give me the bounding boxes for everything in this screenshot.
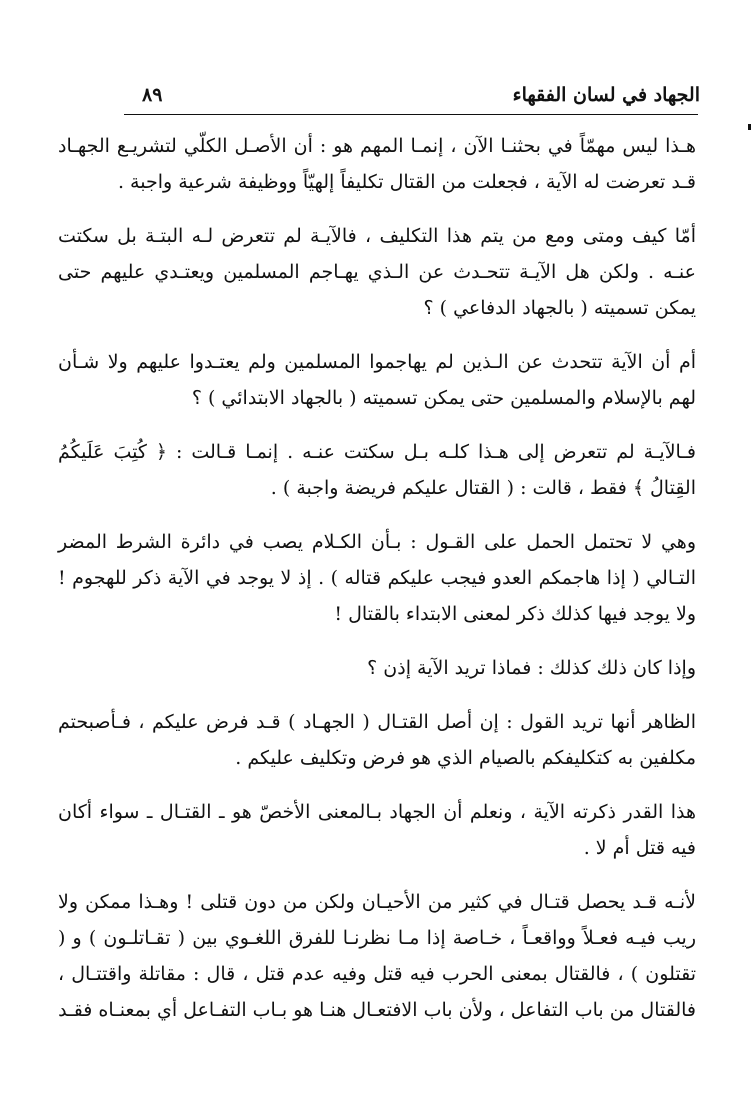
header-title: الجهاد في لسان الفقهاء <box>512 84 700 106</box>
header-divider <box>124 114 698 115</box>
margin-mark <box>748 124 751 130</box>
paragraph-4: فـالآيـة لم تتعرض إلى هـذا كلـه بـل سكتت عنـه . إنمـا قـالت : ﴿ كُتِبَ عَلَيكُمُ القِتالُ ﴾ فقط ، قالت : ( القتال عليكم فريضة واجبة ) . <box>58 441 696 499</box>
paragraph-5: وهي لا تحتمل الحمل على القـول : بـأن الكـلام يصب في دائرة الشرط المضر التـالي ( إذا هاجمكم العدو فيجب عليكم قتاله ) . إذ لا يوجد في الآية ذكر للهجوم ! ولا يوجد فيها كذلك ذكر لمعنى الابتداء بالقتال ! <box>58 531 696 625</box>
paragraph-9: لأنـه قـد يحصل قتـال في كثير من الأحيـان ولكن من دون قتلى ! وهـذا ممكن ولا ريب فيـه فعـلاً وواقعـاً ، خـاصة إذا مـا نظرنـا للفرق اللغـوي بين ( تقـاتلـون ) و ( تقتلون ) ، فالقتال بمعنى الحرب فيه قتل وفيه عدم قتل ، قال : مقاتلة واقتتـال ، فالقتال من باب التفاعل ، ولأن باب الافتعـال هنـا هو بـاب التفـاعل أي بمعنـاه فقـد <box>58 891 696 1021</box>
body-text <box>58 128 696 1046</box>
paragraph-2: أمّا كيف ومتى ومع من يتم هذا التكليف ، فالآيـة لم تتعرض لـه البتـة بل سكتت عنـه . ولكن هل الآيـة تتحـدث عن الـذي يهـاجم المسلمين ويعتـدي عليهم حتى يمكن تسميته ( بالجهاد الدفاعي ) ؟ <box>58 225 696 319</box>
paragraph-7: الظاهر أنها تريد القول : إن أصل القتـال ( الجهـاد ) قـد فرض عليكم ، فـأصبحتم مكلفين به كتكليفكم بالصيام الذي هو فرض وتكليف عليكم . <box>58 711 696 769</box>
page-number: ٨٩ <box>142 84 163 106</box>
paragraph-6: وإذا كان ذلك كذلك : فماذا تريد الآية إذن ؟ <box>367 657 696 679</box>
paragraph-8: هذا القدر ذكرته الآية ، ونعلم أن الجهاد بـالمعنى الأخصّ هو ـ القتـال ـ سواء أكان فيه قتل أم لا . <box>58 801 696 859</box>
paragraph-1: هـذا ليس مهمّاً في بحثنـا الآن ، إنمـا المهم هو : أن الأصـل الكلّي لتشريـع الجهـاد قـد تعرضت له الآية ، فجعلت من القتال تكليفاً إلهيّاً ووظيفة شرعية واجبة . <box>58 135 696 193</box>
paragraph-3: أم أن الآية تتحدث عن الـذين لم يهاجموا المسلمين ولم يعتـدوا عليهم ولا شـأن لهم بالإسلام والمسلمين حتى يمكن تسميته ( بالجهاد الابتدائي ) ؟ <box>58 351 696 409</box>
running-header <box>120 84 700 114</box>
